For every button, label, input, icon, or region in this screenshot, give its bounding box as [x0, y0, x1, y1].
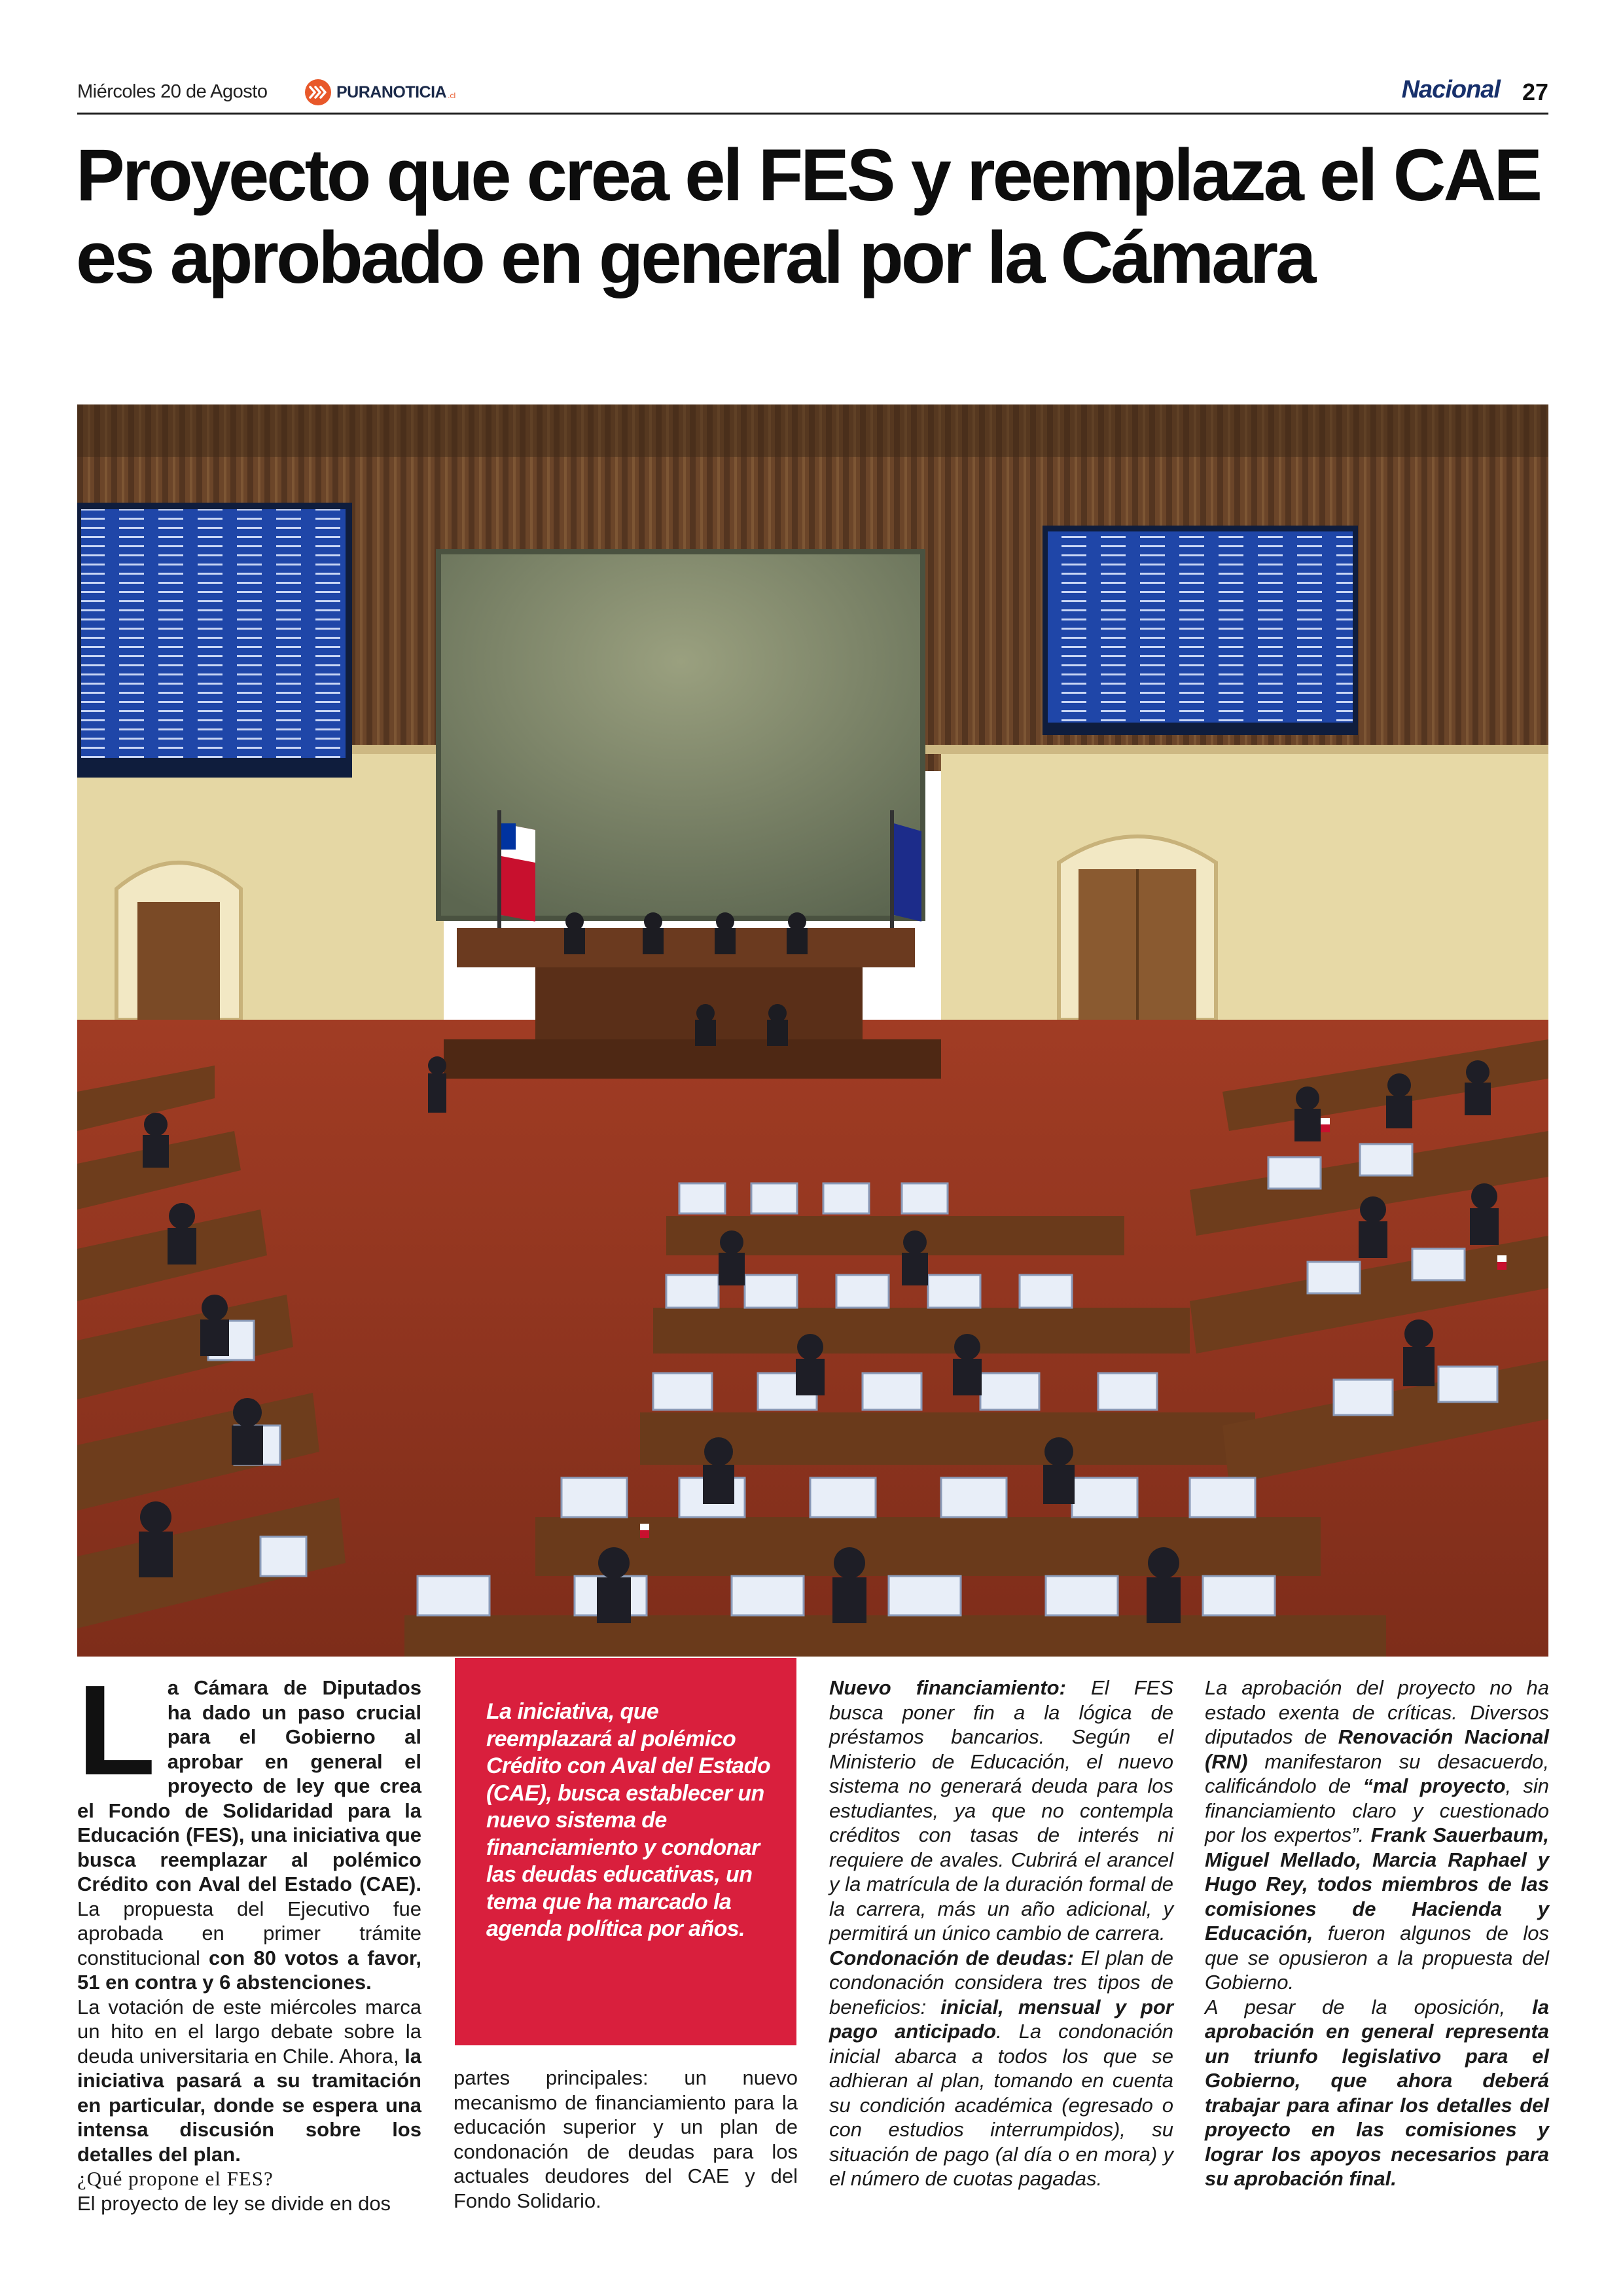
party-name: Renovación Nacional (RN): [1205, 1725, 1550, 1773]
article-column-3: [829, 1676, 1173, 2191]
paragraph: [829, 1946, 1173, 2191]
paragraph-text: fueron algunos de los que se opusieron a la propuesta del Gobierno.: [1205, 1922, 1549, 1994]
article-column-1: [77, 1659, 422, 2215]
quote-text: “mal proyecto: [1363, 1774, 1506, 1797]
publication-logo[interactable]: [305, 77, 455, 107]
paragraph: [829, 1676, 1173, 1946]
paragraph-text: , sin financiamiento claro y cuestionado por los expertos”.: [1205, 1774, 1549, 1846]
paragraph: El proyecto de ley se divide en dos: [77, 2191, 391, 2215]
paragraph-text: A pesar de la oposición,: [1205, 1995, 1533, 2018]
issue-date: Miércoles 20 de Agosto: [77, 81, 268, 102]
logo-domain: .cl: [448, 91, 456, 100]
paragraph: [77, 1995, 421, 2167]
article-column-4: [1205, 1676, 1549, 2191]
drop-cap: L: [77, 1659, 156, 1802]
paragraph-text: La aprobación del proyecto no ha estado exenta de críticas. Diversos diputados de: [1205, 1676, 1549, 1748]
logo-chevron-icon: [305, 79, 331, 105]
vote-result: con 80 votos a favor, 51 en contra y 6 abstenciones.: [77, 1946, 422, 1994]
header-divider: [77, 113, 1548, 115]
vote-screen-right: [1043, 526, 1358, 735]
deputy-names: Frank Sauerbaum, Miguel Mellado, Marcia Raphael y Hugo Rey, todos miembros de las comisiones de Hacienda y Educación,: [1205, 1823, 1550, 1945]
section-name[interactable]: Nacional: [1401, 76, 1500, 103]
article-headline: Proyecto que crea el FES y reemplaza el CAE es aprobado en general por la Cámara: [76, 134, 1541, 298]
subhead-label: Condonación de deudas:: [829, 1946, 1074, 1969]
paragraph-bold-text: la iniciativa pasará a su tramitación en particular, donde se espera una intensa discusión sobre los detalles del plan.: [77, 2044, 421, 2166]
lead-paragraph: [77, 1659, 422, 1995]
paragraph-text: La votación de este miércoles marca un hito en el largo debate sobre la deuda universitaria en Chile. Ahora,: [77, 1995, 421, 2068]
article-column-2: [454, 2066, 798, 2213]
paragraph-text: manifestaron su desacuerdo, calificándolo de: [1205, 1749, 1549, 1797]
paragraph-text: . La condonación inicial abarca a todos los que se adhieran al plan, tomando en cuenta su condición académica (egresado o con estudios interrumpidos), su situación de pago (al día o en mora) y el número de cuotas pagadas.: [829, 2020, 1173, 2190]
paragraph: [1205, 1995, 1549, 2191]
subhead-label: Nuevo financiamiento:: [829, 1676, 1066, 1699]
vote-screen-left: [77, 503, 352, 778]
lead-bold-text: a Cámara de Diputados ha dado un paso crucial para el Gobierno al aprobar en general el proyecto de ley que crea el Fondo de Solidaridad para la Educación (FES), una iniciativa que busca reemplazar al polémico Crédito con Aval del Estado (CAE).: [77, 1676, 421, 1895]
paragraph-text: El plan de condonación considera tres tipos de beneficios:: [829, 1946, 1173, 2018]
page-number: 27: [1522, 79, 1548, 105]
subheading: ¿Qué propone el FES?: [77, 2167, 274, 2190]
paragraph: partes principales: un nuevo mecanismo de financiamiento para la educación superior y un plan de condonación de deudas para los actuales deudores del CAE y del Fondo Solidario.: [454, 2066, 798, 2212]
paragraph: [1205, 1676, 1549, 1995]
page-header: [77, 71, 1548, 118]
logo-wordmark: PURANOTICIA: [336, 82, 447, 101]
chamber-session-photo: [77, 404, 1548, 1657]
paragraph-bold-text: inicial, mensual y por pago anticipado: [829, 1995, 1173, 2043]
lead-text: La propuesta del Ejecutivo fue aprobada en primer trámite constitucional: [77, 1897, 421, 1969]
pull-quote: La iniciativa, que reemplazará al polémico Crédito con Aval del Estado (CAE), busca establecer un nuevo sistema de financiamiento y condonar las deudas educativas, un tema que ha marcado la agenda política por años.: [455, 1658, 796, 2045]
paragraph-text: El FES busca poner fin a la lógica de préstamos bancarios. Según el Ministerio de Educación, el nuevo sistema no generará deuda para los estudiantes, ya que no contempla créditos con tasas de interés ni requiere de avales. Cubrirá el arancel y la matrícula de la duración formal de la carrera, más un año adicional, y permitirá un único cambio de carrera.: [829, 1676, 1173, 1945]
paragraph-bold-text: la aprobación en general representa un triunfo legislativo para el Gobierno, que ahora deberá trabajar para afinar los detalles del proyecto en las comisiones y lograr los apoyos necesarios para su aprobación final.: [1205, 1995, 1549, 2190]
